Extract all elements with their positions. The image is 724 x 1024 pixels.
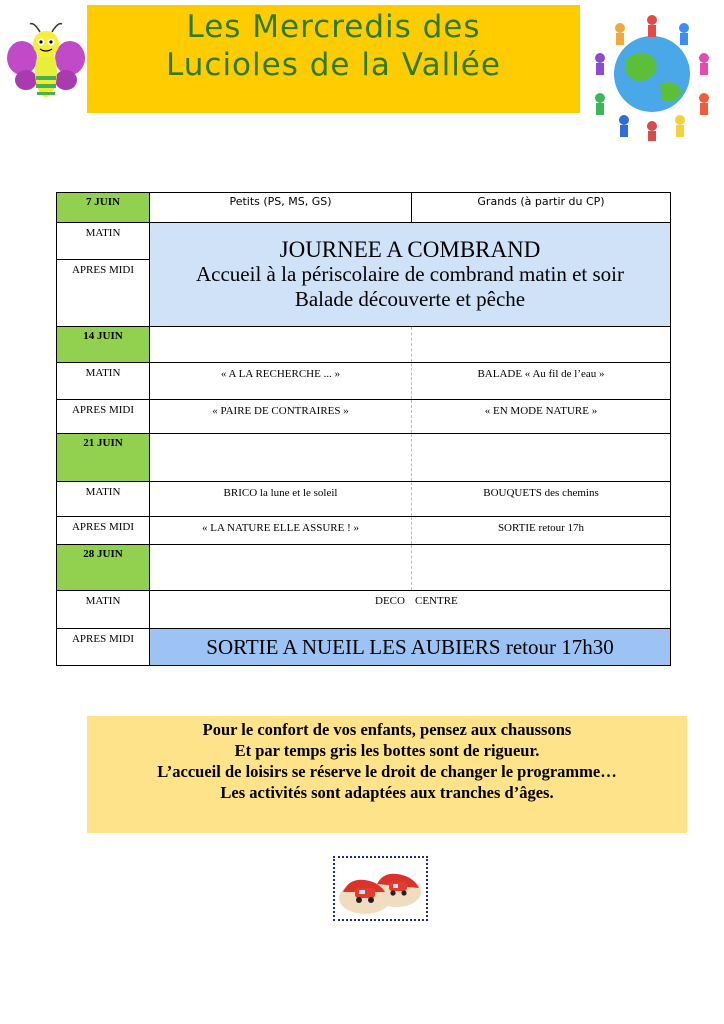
notice-line4: Les activités sont adaptées aux tranches d’âges. xyxy=(220,783,554,802)
deco-centre-cell xyxy=(150,591,671,629)
slot-label-matin: MATIN xyxy=(57,223,150,260)
slot-label-apres-midi: APRES MIDI xyxy=(57,400,150,434)
banner-line2: Accueil à la périscolaire de combrand matin et soir xyxy=(196,262,624,286)
day-label-7-juin: 7 JUIN xyxy=(57,193,150,223)
empty-cell xyxy=(150,327,412,363)
combrand-day-banner xyxy=(150,223,671,327)
table-row xyxy=(57,434,671,482)
notice-line1: Pour le confort de vos enfants, pensez aux chaussons xyxy=(202,720,572,739)
table-row xyxy=(57,545,671,591)
activity-cell: « LA NATURE ELLE ASSURE ! » xyxy=(150,517,412,545)
table-row xyxy=(57,400,671,434)
slot-label-apres-midi: APRES MIDI xyxy=(57,629,150,666)
sortie-nueil-banner: SORTIE A NUEIL LES AUBIERS retour 17h30 xyxy=(150,629,671,666)
page-title-line1: Les Mercredis des xyxy=(186,9,481,45)
centre-word: CENTRE xyxy=(415,595,458,607)
day-label-21-juin: 21 JUIN xyxy=(57,434,150,482)
schedule-table xyxy=(56,192,671,666)
notice-line2: Et par temps gris les bottes sont de rigueur. xyxy=(234,741,540,760)
slot-label-apres-midi: APRES MIDI xyxy=(57,260,150,327)
activity-cell: BOUQUETS des chemins xyxy=(412,482,671,517)
page-title-line2: Lucioles de la Vallée xyxy=(166,47,501,83)
activity-cell: « PAIRE DE CONTRAIRES » xyxy=(150,400,412,434)
column-header-grands: Grands (à partir du CP) xyxy=(412,193,671,223)
table-row xyxy=(57,517,671,545)
notice-line3: L’accueil de loisirs se réserve le droit de changer le programme… xyxy=(157,762,617,781)
table-row xyxy=(57,363,671,400)
table-row xyxy=(57,482,671,517)
empty-cell xyxy=(412,545,671,591)
activity-cell: « EN MODE NATURE » xyxy=(412,400,671,434)
day-label-14-juin: 14 JUIN xyxy=(57,327,150,363)
slot-label-matin: MATIN xyxy=(57,482,150,517)
activity-cell: « A LA RECHERCHE ... » xyxy=(150,363,412,400)
table-row xyxy=(57,591,671,629)
slot-label-matin: MATIN xyxy=(57,591,150,629)
empty-cell xyxy=(150,434,412,482)
slot-label-matin: MATIN xyxy=(57,363,150,400)
column-header-petits: Petits (PS, MS, GS) xyxy=(150,193,412,223)
title-banner xyxy=(87,5,580,113)
slot-label-apres-midi: APRES MIDI xyxy=(57,517,150,545)
deco-word: DECO xyxy=(375,595,405,607)
slippers-icon xyxy=(333,856,428,921)
butterfly-logo-icon xyxy=(6,20,86,106)
activity-cell: BALADE « Au fil de l’eau » xyxy=(412,363,671,400)
activity-cell: SORTIE retour 17h xyxy=(412,517,671,545)
empty-cell xyxy=(412,434,671,482)
globe-children-icon xyxy=(582,2,722,142)
banner-line1: JOURNEE A COMBRAND xyxy=(279,237,541,262)
table-row xyxy=(57,193,671,223)
day-label-28-juin: 28 JUIN xyxy=(57,545,150,591)
activity-cell: BRICO la lune et le soleil xyxy=(150,482,412,517)
table-row xyxy=(57,223,671,260)
info-notice xyxy=(87,716,687,833)
banner-line3: Balade découverte et pêche xyxy=(294,287,526,311)
table-row xyxy=(57,327,671,363)
table-row xyxy=(57,629,671,666)
empty-cell xyxy=(150,545,412,591)
empty-cell xyxy=(412,327,671,363)
